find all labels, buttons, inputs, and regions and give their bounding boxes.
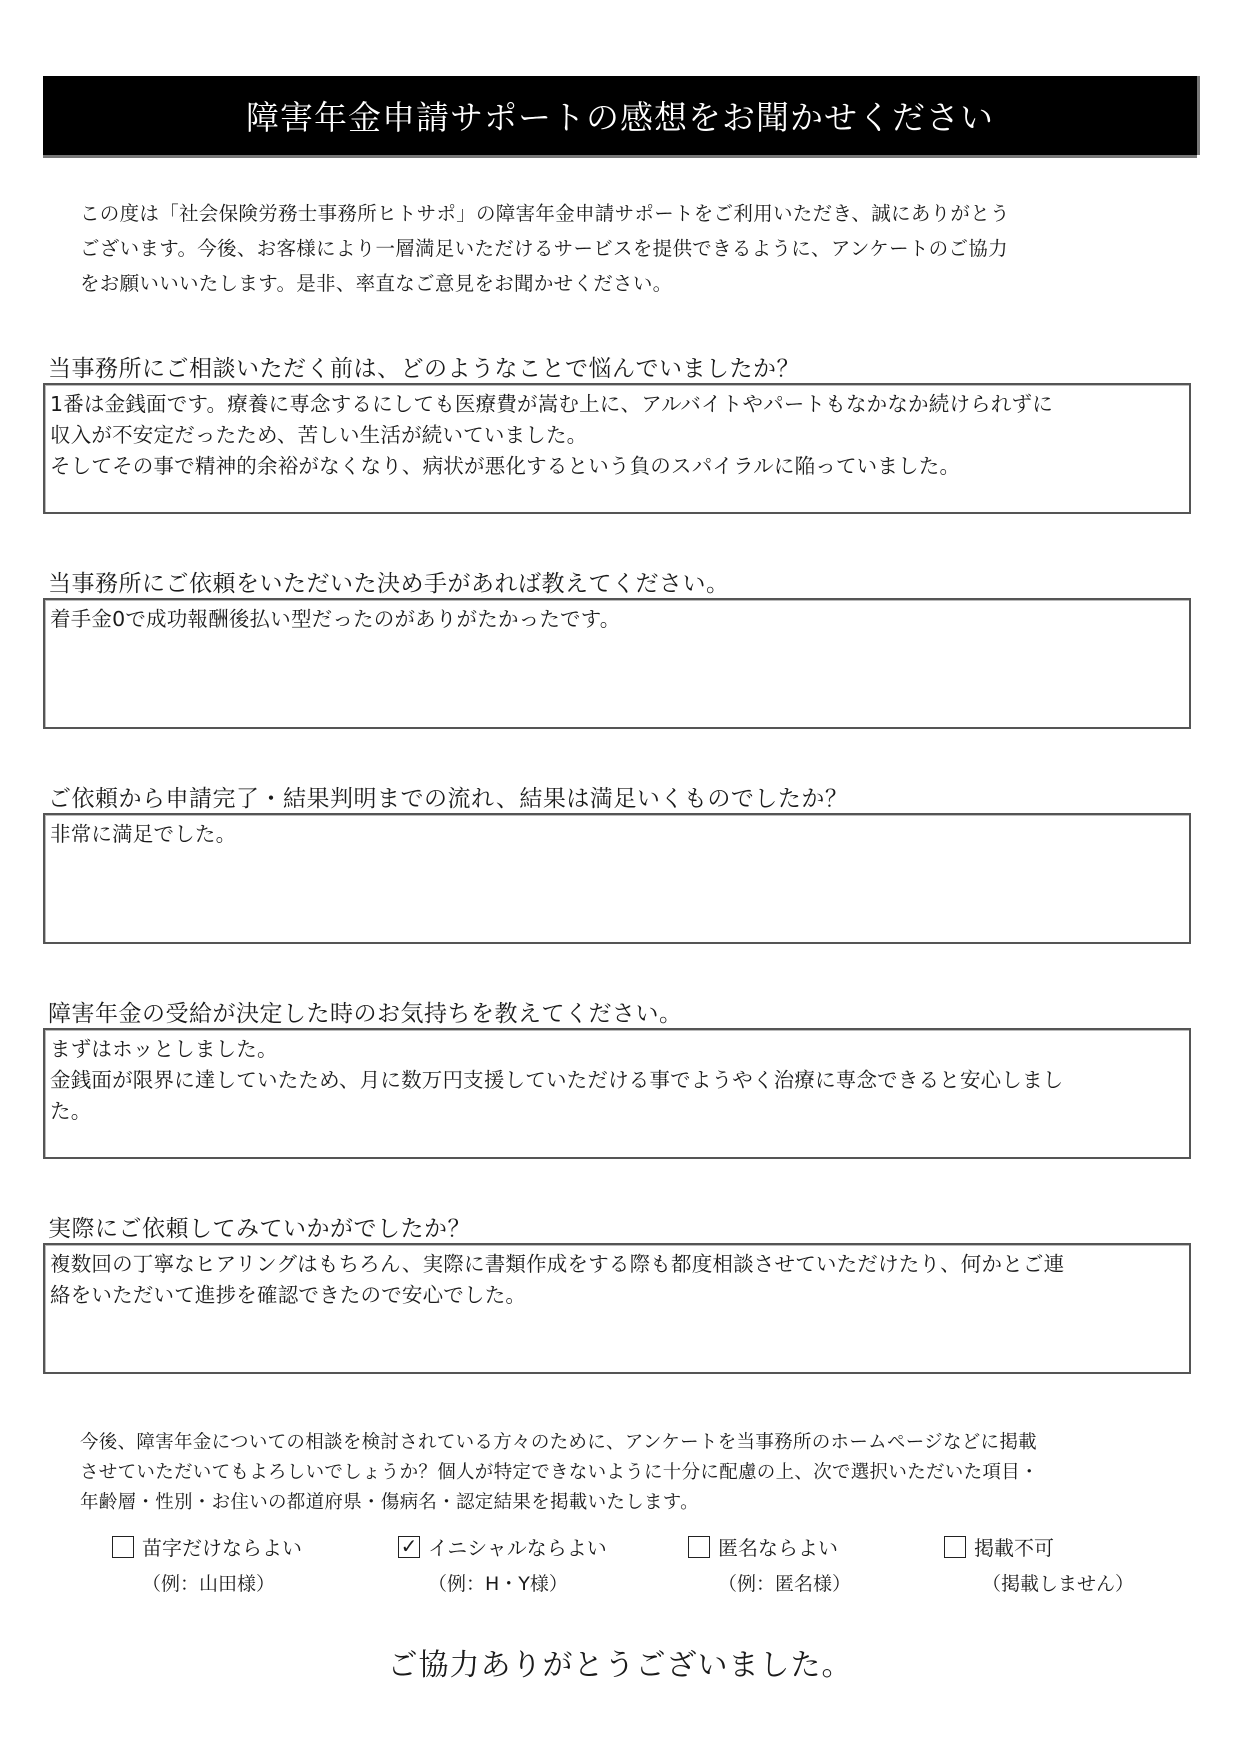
checkbox[interactable]: ✓: [398, 1536, 420, 1558]
option-example: （例：匿名様）: [718, 1573, 852, 1595]
option-example: （例：山田様）: [142, 1573, 276, 1595]
intro-line: この度は「社会保険労務士事務所ヒトサポ」の障害年金申請サポートをご利用いただき、誠にありがとう: [80, 202, 1010, 225]
option-label: 苗字だけならよい: [142, 1536, 302, 1560]
question-label: 障害年金の受給が決定した時のお気持ちを教えてください。: [48, 1001, 683, 1027]
answer-box[interactable]: 複数回の丁寧なヒアリングはもちろん、実際に書類作成をする際も都度相談させていただけたり、何かとご連 絡をいただいて進捗を確認できたので安心でした。: [43, 1243, 1191, 1374]
option-label: 匿名ならよい: [718, 1536, 838, 1560]
option-example: （掲載しません）: [982, 1573, 1135, 1595]
page-title: 障害年金申請サポートの感想をお聞かせください: [43, 76, 1197, 155]
question-label: ご依頼から申請完了・結果判明までの流れ、結果は満足いくものでしたか？: [48, 786, 849, 812]
thanks-message: ご協力ありがとうございました。: [387, 1648, 853, 1683]
question-label: 当事務所にご依頼をいただいた決め手があれば教えてください。: [48, 571, 730, 597]
answer-box[interactable]: 着手金0で成功報酬後払い型だったのがありがたかったです。: [43, 598, 1191, 729]
checkbox[interactable]: [112, 1536, 134, 1558]
answer-box[interactable]: 1番は金銭面です。療養に専念するにしても医療費が嵩む上に、アルバイトやパートもなかなか続けられずに 収入が不安定だったため、苦しい生活が続いていました。 そしてその事で精神的余裕がなくなり、病状が悪化するという負のスパイラルに陥っていました。: [43, 383, 1191, 514]
consent-line: 今後、障害年金についての相談を検討されている方々のために、アンケートを当事務所のホームページなどに掲載: [80, 1432, 1037, 1453]
option-initials[interactable]: [398, 1532, 678, 1596]
question-label: 当事務所にご相談いただく前は、どのようなことで悩んでいましたか？: [48, 356, 800, 382]
consent-line: 年齢層・性別・お住いの都道府県・傷病名・認定結果を掲載いたします。: [80, 1492, 699, 1513]
checkbox[interactable]: [688, 1536, 710, 1558]
intro-line: をお願いいいたします。是非、率直なご意見をお聞かせください。: [80, 272, 673, 295]
intro-text: [80, 196, 1170, 301]
option-surname[interactable]: [112, 1532, 392, 1596]
option-anonymous[interactable]: [688, 1532, 968, 1596]
answer-box[interactable]: 非常に満足でした。: [43, 813, 1191, 944]
option-label: 掲載不可: [974, 1536, 1054, 1560]
option-label: イニシャルならよい: [428, 1536, 607, 1560]
consent-line: させていただいてもよろしいでしょうか？個人が特定できないように十分に配慮の上、次で選択いただいた項目・: [80, 1462, 1039, 1483]
consent-text: [80, 1428, 1170, 1518]
option-example: （例：H・Y様）: [428, 1573, 568, 1595]
answer-box[interactable]: まずはホッとしました。 金銭面が限界に達していたため、月に数万円支援していただける事でようやく治療に専念できると安心しまし た。: [43, 1028, 1191, 1159]
intro-line: ございます。今後、お客様により一層満足いただけるサービスを提供できるように、アンケートのご協力: [80, 237, 1008, 260]
checkbox[interactable]: [944, 1536, 966, 1558]
question-label: 実際にご依頼してみていかがでしたか？: [48, 1216, 471, 1242]
option-no-publish[interactable]: [944, 1532, 1224, 1596]
